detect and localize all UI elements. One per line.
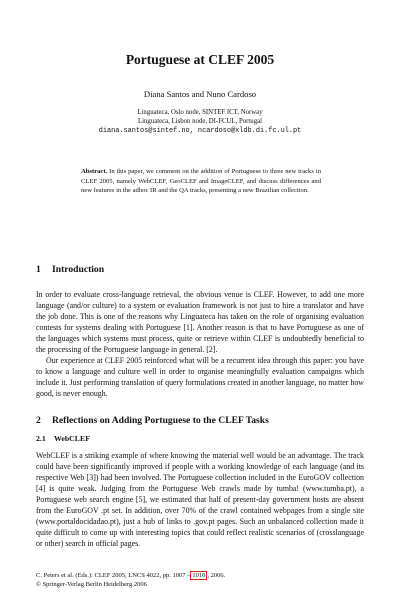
paragraph: Our experience at CLEF 2005 reinforced what will be a recurrent idea through this paper: you have to know a language and culture well in order to organise meaningfully evaluation campaigns which include it. Just performing translation of query formulations created in another language, no matter how good, is never enough. <box>36 356 364 398</box>
affiliation-lisbon: Linguateca, Lisbon node, DI-FCUL, Portugal <box>137 118 263 126</box>
paper-title: Portuguese at CLEF 2005 <box>125 52 275 67</box>
abstract <box>81 167 321 196</box>
affiliations <box>0 108 400 136</box>
page-footer <box>36 572 225 589</box>
section-title: Reflections on Adding Portuguese to the CLEF Tasks <box>52 415 269 426</box>
section-number: 2 <box>36 415 41 426</box>
subsection-heading-webclef <box>36 434 90 443</box>
subsection-number: 2.1 <box>36 434 46 443</box>
subsection-title: WebCLEF <box>54 434 90 443</box>
section-number: 1 <box>36 264 41 275</box>
author-names: Diana Santos and Nuno Cardoso <box>143 89 257 99</box>
section-heading-reflections <box>36 415 269 426</box>
citation-suffix: , 2006. <box>207 572 226 579</box>
page-range-end-link[interactable]: 1010 <box>192 572 206 579</box>
affiliation-oslo: Linguateca, Oslo node, SINTEF ICT, Norway <box>137 109 263 116</box>
citation-prefix: C. Peters et al. (Eds.): CLEF 2005, LNCS 4022, pp. 1007 – <box>36 572 191 579</box>
abstract-text: In this paper, we comment on the addition of Portuguese to three new tracks in CLEF 2005, namely WebCLEF, GeoCLEF and ImageCLEF, and discuss differences and new features in the adhoc IR and the QA tracks, presenting a new Brazilian collection. <box>81 168 321 195</box>
introduction-body <box>36 289 364 399</box>
paragraph: In order to evaluate cross-language retrieval, the obvious venue is CLEF. However, to add one more language (and/or culture) to a system or evaluation framework is not just to hire a translator and have the job done. This is one of the reasons why Linguateca has taken on the role of organising evaluation contests for systems dealing with Portuguese [1]. Another reason is that to have Portuguese as one of the languages which systems must process, quite or retrieve within CLEF is undoubtedly beneficial to the processing of the Portuguese language in general. [2]. <box>36 290 364 354</box>
abstract-label: Abstract. <box>81 168 108 175</box>
copyright-line: © Springer-Verlag Berlin Heidelberg 2006 <box>36 580 147 588</box>
citation-line <box>36 572 225 581</box>
webclef-body <box>36 450 364 549</box>
paragraph: WebCLEF is a striking example of where knowing the material well would be an advantage. The track could have been significantly improved if people with a working knowledge of each language (and its respective Web [3]) had been involved. The Portuguese collection included in the EuroGOV collection [4] is quite weak. Judging from the Portuguese Web crawls made by tumba! (www.tumba.pt), a Portuguese web search engine [5], we estimated that half of present-day government hosts are absent from the EuroGOV .pt set. In addition, over 70% of the crawl contained webpages from a single site (www.portaldocidadao.pt), just a hub of links to .gov.pt pages. Such an unbalanced collection made it quite difficult to come up with interesting topics that could reflect realistic scenarios of (crosslanguage or other) search in official pages. <box>36 451 364 548</box>
section-heading-introduction <box>36 264 104 275</box>
author-emails: diana.santos@sintef.no, ncardoso@xldb.di.fc.ul.pt <box>98 126 302 135</box>
section-title: Introduction <box>52 264 105 275</box>
